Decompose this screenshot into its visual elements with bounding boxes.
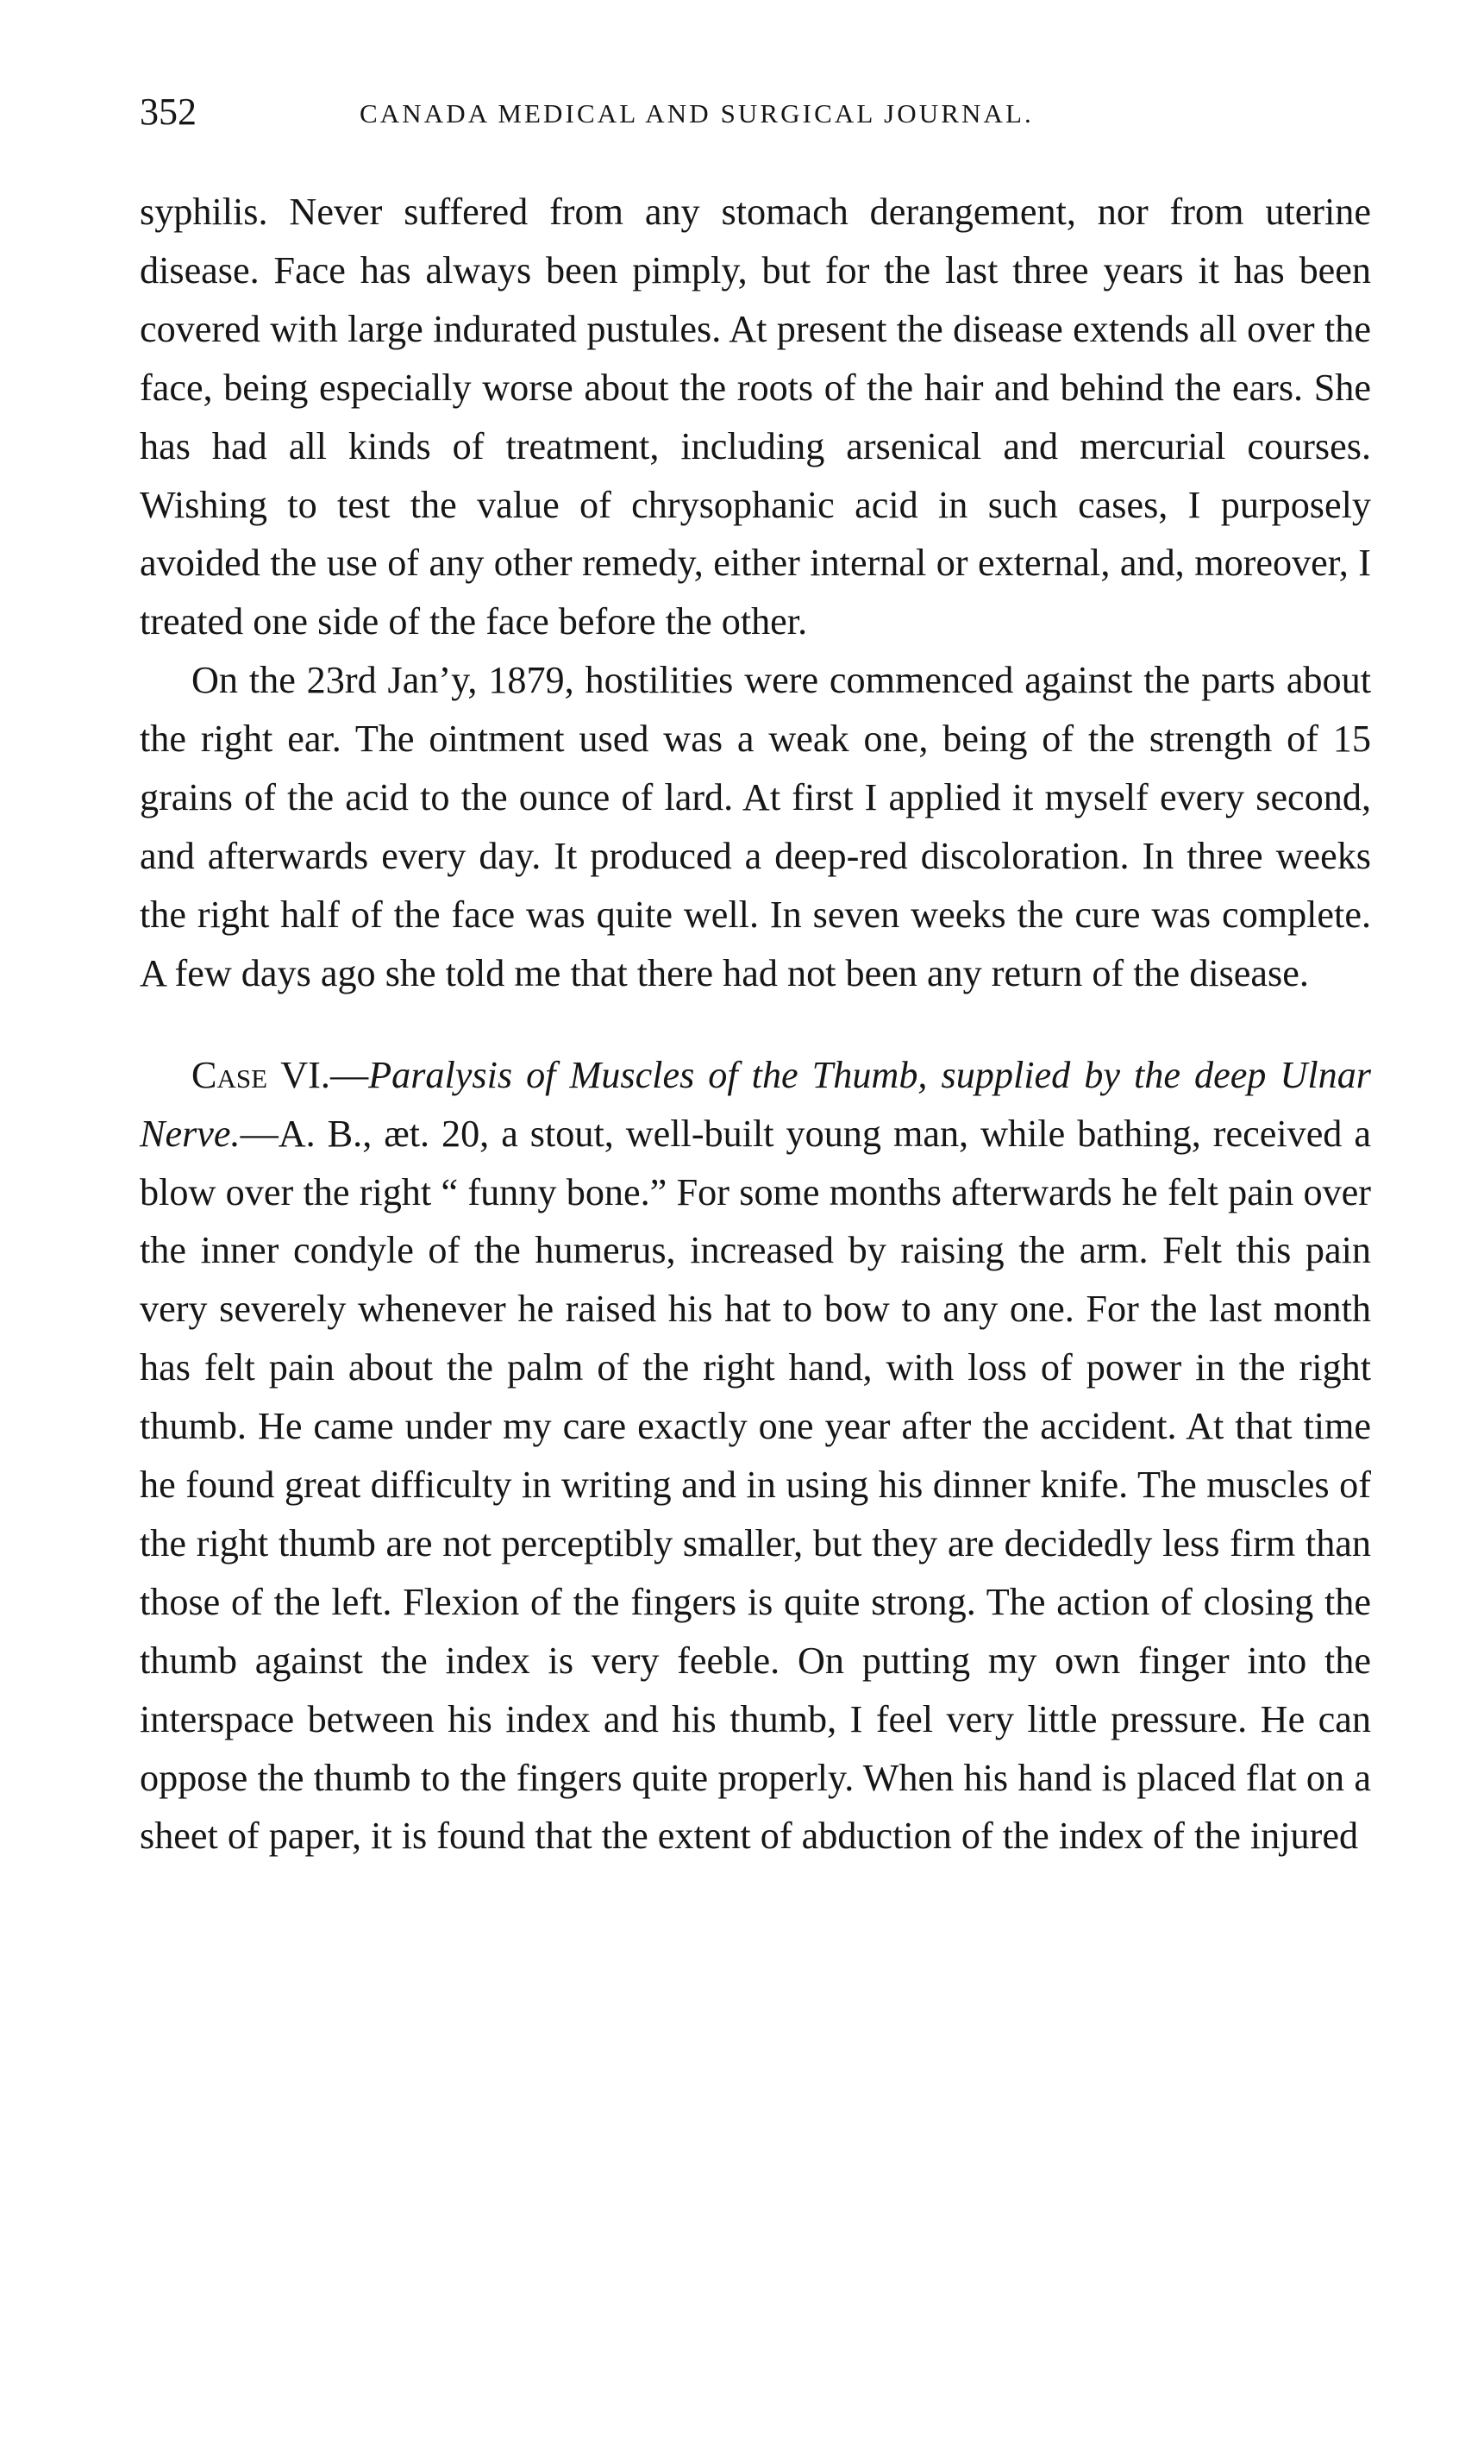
case-title: Paralysis of Muscles of the Thumb, supplied by the deep Ulnar Nerve. — [140, 1053, 1371, 1155]
body-text — [140, 183, 1371, 1865]
page-header — [140, 93, 1371, 145]
case-body: —A. B., æt. 20, a stout, well-built young man, while bathing, received a blow over the right “ funny bone.” For some months afterwards he felt pain over the inner condyle of the humerus, increased by raising the arm. Felt this pain very severely whenever he raised his hat to bow to any one. For the last month has felt pain about the palm of the right hand, with loss of power in the right thumb. He came under my care exactly one year after the accident. At that time he found great difficulty in writing and in using his dinner knife. The muscles of the right thumb are not perceptibly smaller, but they are decidedly less firm than those of the left. Flexion of the fingers is quite strong. The action of closing the thumb against the index is very feeble. On putting my own finger into the interspace between his index and his thumb, I feel very little pressure. He can oppose the thumb to the fingers quite properly. When his hand is placed flat on a sheet of paper, it is found that the extent of abduction of the index of the injured — [140, 1112, 1371, 1858]
running-title: CANADA MEDICAL AND SURGICAL JOURNAL. — [360, 98, 1034, 129]
page-number: 352 — [140, 91, 197, 133]
case-vi-paragraph — [140, 1046, 1371, 1866]
journal-page — [140, 93, 1371, 1865]
paragraph-treatment: On the 23rd Jan’y, 1879, hostilities were commenced against the parts about the right ear. The ointment used was a weak one, being of the strength of 15 grains of the acid to the ounce of lard. At first I applied it myself every second, and afterwards every day. It produced a deep-red discoloration. In three weeks the right half of the face was quite well. In seven weeks the cure was complete. A few days ago she told me that there had not been any return of the disease. — [140, 659, 1371, 994]
case-dash: — — [329, 1053, 369, 1096]
case-label: Case VI. — [191, 1053, 330, 1096]
paragraph-syphilis-continued: syphilis. Never suffered from any stomach derangement, nor from uterine disease. Face has always been pimply, but for the last three years it has been covered with large indurated pustules. At present the disease extends all over the face, being especially worse about the roots of the hair and behind the ears. She has had all kinds of treatment, including arsenical and mercurial courses. Wishing to test the value of chrysophanic acid in such cases, I purposely avoided the use of any other remedy, either internal or external, and, moreover, I treated one side of the face before the other. — [140, 191, 1371, 643]
